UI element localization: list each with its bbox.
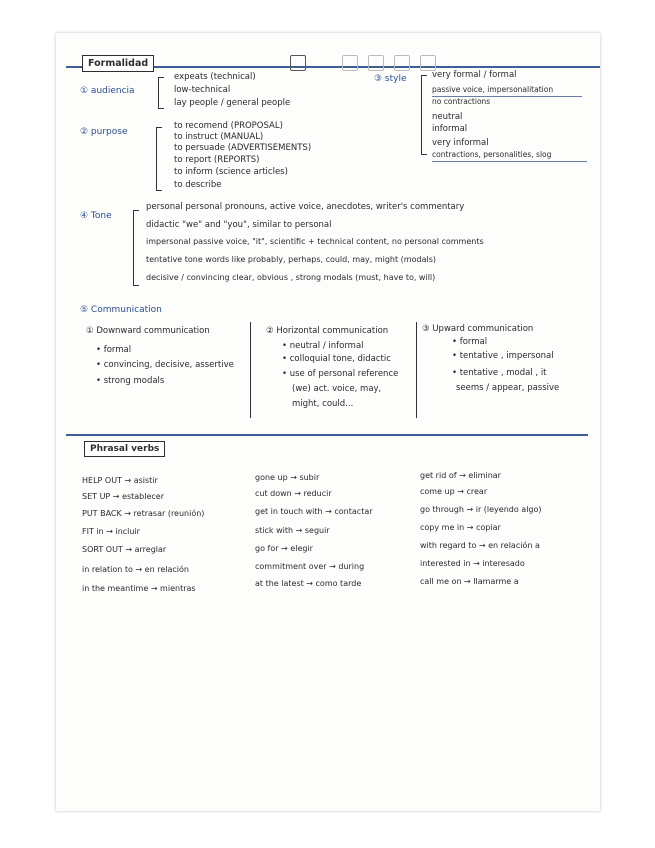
style-underline	[432, 96, 582, 97]
horizontal-item: might, could...	[292, 399, 354, 409]
audiencia-item: low-technical	[174, 85, 231, 95]
downward-item: • strong modals	[96, 376, 165, 386]
horizontal-item: • use of personal reference	[282, 369, 399, 379]
phrasal-item: get rid of → eliminar	[420, 471, 501, 480]
phrasal-item: go for → elegir	[255, 544, 313, 553]
purpose-item: to inform (science articles)	[174, 167, 288, 177]
checkbox-doodle	[394, 55, 410, 71]
phrasal-item: PUT BACK → retrasar (reunión)	[82, 509, 205, 518]
tone-label: ④ Tone	[80, 211, 112, 221]
phrasal-title: Phrasal verbs	[84, 441, 165, 457]
downward-title: ① Downward communication	[86, 326, 210, 336]
purpose-item: to report (REPORTS)	[174, 155, 260, 165]
phrasal-item: copy me in → copiar	[420, 523, 501, 532]
phrasal-item: HELP OUT → asistir	[82, 476, 158, 485]
phrasal-item: FIT in → incluir	[82, 527, 140, 536]
style-item: neutral	[432, 112, 463, 122]
style-item: informal	[432, 124, 468, 134]
phrasal-item: gone up → subir	[255, 473, 320, 482]
tone-item: personal personal pronouns, active voice, anecdotes, writer's commentary	[146, 202, 465, 212]
purpose-bracket	[156, 127, 162, 191]
phrasal-rule	[66, 434, 588, 436]
tone-item: impersonal passive voice, "it", scientific + technical content, no personal comments	[146, 237, 484, 246]
tone-bracket	[133, 210, 139, 286]
upward-item: • formal	[452, 337, 488, 347]
style-item: contractions, personalities, slog	[432, 150, 552, 159]
tone-item: decisive / convincing clear, obvious , strong modals (must, have to, will)	[146, 273, 436, 282]
purpose-item: to describe	[174, 180, 222, 190]
phrasal-item: SET UP → establecer	[82, 492, 164, 501]
style-item: passive voice, impersonalitation	[432, 85, 554, 94]
checkbox-doodle	[290, 55, 306, 71]
horizontal-item: • colloquial tone, didactic	[282, 354, 391, 364]
purpose-item: to instruct (MANUAL)	[174, 132, 264, 142]
audiencia-bracket	[158, 77, 164, 109]
purpose-label: ② purpose	[80, 127, 128, 137]
column-divider	[250, 322, 251, 418]
upward-title: ③ Upward communication	[422, 324, 534, 334]
checkbox-doodle	[368, 55, 384, 71]
phrasal-item: in the meantime → mientras	[82, 584, 196, 593]
tone-item: tentative tone words like probably, perhaps, could, may, might (modals)	[146, 255, 436, 264]
horizontal-item: • neutral / informal	[282, 341, 364, 351]
phrasal-item: call me on → llamarme a	[420, 577, 519, 586]
tone-item: didactic "we" and "you", similar to personal	[146, 220, 332, 230]
upward-item: seems / appear, passive	[456, 383, 560, 393]
style-item: very informal	[432, 138, 489, 148]
phrasal-item: cut down → reducir	[255, 489, 332, 498]
phrasal-item: go through → ir (leyendo algo)	[420, 505, 542, 514]
phrasal-item: come up → crear	[420, 487, 488, 496]
style-item: very formal / formal	[432, 70, 517, 80]
phrasal-item: at the latest → como tarde	[255, 579, 362, 588]
upward-item: • tentative , modal , it	[452, 368, 547, 378]
column-divider	[416, 322, 417, 418]
upward-item: • tentative , impersonal	[452, 351, 554, 361]
checkbox-doodle	[420, 55, 436, 71]
audiencia-label: ① audiencia	[80, 86, 135, 96]
audiencia-item: lay people / general people	[174, 98, 291, 108]
phrasal-item: commitment over → during	[255, 562, 365, 571]
downward-item: • formal	[96, 345, 132, 355]
style-bracket	[421, 75, 427, 155]
phrasal-item: in relation to → en relación	[82, 565, 189, 574]
downward-item: • convincing, decisive, assertive	[96, 360, 234, 370]
phrasal-item: SORT OUT → arreglar	[82, 545, 167, 554]
phrasal-item: stick with → seguir	[255, 526, 330, 535]
audiencia-item: expeats (technical)	[174, 72, 256, 82]
phrasal-item: get in touch with → contactar	[255, 507, 373, 516]
communication-label: ⑤ Communication	[80, 305, 162, 315]
checkbox-doodle	[342, 55, 358, 71]
style-label: ③ style	[374, 74, 407, 84]
horizontal-title: ② Horizontal communication	[266, 326, 389, 336]
style-underline	[432, 161, 587, 162]
phrasal-item: interested in → interesado	[420, 559, 525, 568]
purpose-item: to persuade (ADVERTISEMENTS)	[174, 143, 312, 153]
purpose-item: to recomend (PROPOSAL)	[174, 121, 283, 131]
horizontal-item: (we) act. voice, may,	[292, 384, 382, 394]
page-title: Formalidad	[82, 55, 154, 72]
style-item: no contractions	[432, 97, 491, 106]
phrasal-item: with regard to → en relación a	[420, 541, 540, 550]
